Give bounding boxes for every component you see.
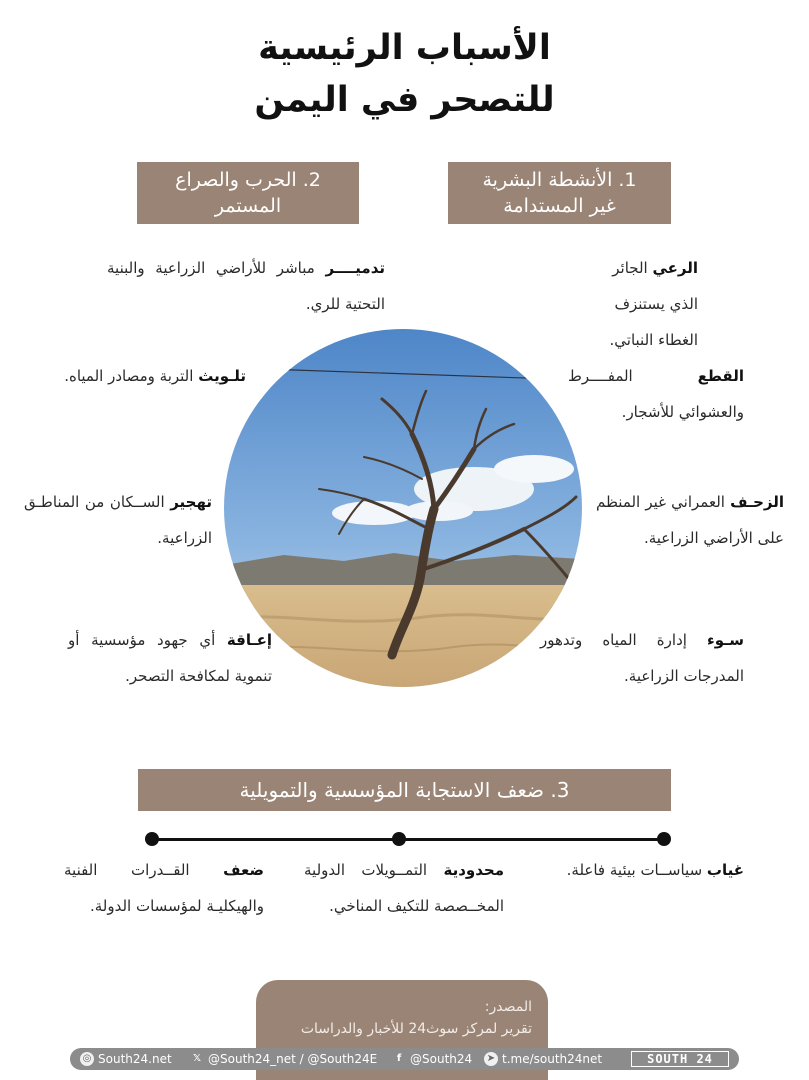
footer-x-text: @South24_net / @South24E (208, 1052, 378, 1066)
bottom-item-2-bold: محدودية (443, 861, 504, 879)
section-1-tag (448, 162, 671, 224)
title-line-2: للتصحر في اليمن (254, 80, 555, 120)
bottom-item-2-text: التمــويلات الدولية المخــصصة للتكيف المناخي. (304, 861, 504, 915)
footer-telegram[interactable] (484, 1048, 602, 1070)
left-item-4 (68, 622, 272, 694)
right-item-2 (568, 358, 744, 430)
right-item-4-bold: سـوء (707, 631, 744, 649)
bottom-item-3-bold: ضعف (223, 861, 264, 879)
section-1-line-1: 1. الأنشطة البشرية (482, 169, 637, 191)
desert-tree-illustration (224, 329, 582, 687)
timeline-line (152, 838, 664, 841)
bottom-item-3-text: القــدرات الفنية والهيكليـة لمؤسسات الدولة. (64, 861, 264, 915)
right-item-3-bold: الزحـف (730, 493, 784, 511)
left-item-1 (107, 250, 385, 322)
right-item-1 (590, 250, 698, 358)
bottom-item-2 (304, 852, 504, 924)
right-item-3 (596, 484, 784, 556)
left-item-2-text: التربة ومصادر المياه. (64, 367, 199, 385)
section-1-line-2: غير المستدامة (503, 195, 616, 217)
left-item-2 (58, 358, 246, 394)
bottom-item-1 (544, 852, 744, 888)
x-logo-icon: 𝕏 (192, 1053, 202, 1064)
footer-website-text: South24.net (98, 1052, 172, 1066)
right-item-4 (540, 622, 744, 694)
left-item-3 (24, 484, 212, 556)
footer-facebook[interactable] (392, 1048, 472, 1070)
left-item-2-bold: تلـويث (198, 367, 246, 385)
section-2-line-1: 2. الحرب والصراع (175, 169, 321, 191)
south24-logo: SOUTH 24 (631, 1051, 729, 1067)
right-item-3-text: العمراني غير المنظم على الأراضي الزراعية. (596, 493, 784, 547)
desert-tree-photo (224, 329, 582, 687)
bottom-item-3 (64, 852, 264, 924)
section-2-line-2: المستمر (214, 195, 282, 217)
section-3-bar: 3. ضعف الاستجابة المؤسسية والتمويلية (138, 769, 671, 811)
title-line-1: الأسباب الرئيسية (258, 28, 551, 68)
timeline-dot-2 (392, 832, 406, 846)
timeline-dot-3 (145, 832, 159, 846)
source-text: تقرير لمركز سوث24 للأخبار والدراسات (300, 1021, 532, 1037)
left-item-4-text: أي جهود مؤسسية أو تنموية لمكافحة التصحر. (68, 631, 272, 685)
timeline-dot-1 (657, 832, 671, 846)
source-label: المصدر: (484, 999, 532, 1015)
globe-icon: ◎ (80, 1052, 94, 1066)
right-item-2-text: المفــــرط والعشوائي للأشجار. (568, 367, 744, 421)
left-item-4-bold: إعـاقة (226, 631, 272, 649)
footer-x[interactable] (190, 1048, 377, 1070)
facebook-icon: f (396, 1053, 402, 1064)
section-2-tag (137, 162, 359, 224)
telegram-icon: ➤ (484, 1052, 498, 1066)
right-item-1-text: الجائر الذي يستنزف الغطاء النباتي. (609, 259, 698, 349)
left-item-1-bold: تدميــــر (325, 259, 385, 277)
footer-bar (70, 1048, 739, 1070)
left-item-1-text: مباشر للأراضي الزراعية والبنية التحتية للري. (107, 259, 385, 313)
footer-website[interactable] (80, 1048, 172, 1070)
right-item-4-text: إدارة المياه وتدهور المدرجات الزراعية. (540, 631, 744, 685)
right-item-1-bold: الرعي (652, 259, 698, 277)
left-item-3-bold: تهجير (170, 493, 212, 511)
left-item-3-text: الســكان من المناطـق الزراعية. (24, 493, 212, 547)
footer-telegram-text: t.me/south24net (502, 1052, 603, 1066)
bottom-item-1-bold: غياب (706, 861, 744, 879)
right-item-2-bold: القطع (697, 367, 744, 385)
bottom-item-1-text: سياســات بيئية فاعلة. (566, 861, 707, 879)
footer-facebook-text: @South24 (410, 1052, 473, 1066)
